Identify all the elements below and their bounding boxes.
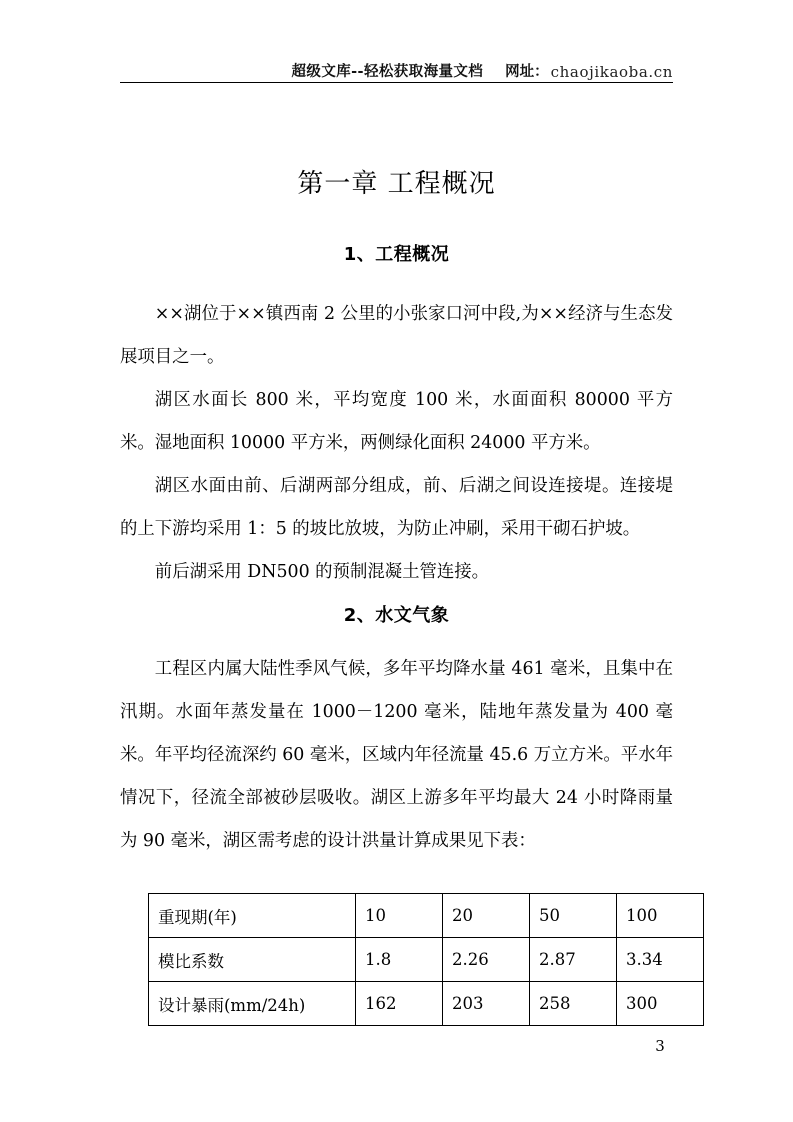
paragraph-text: 工程区内属大陆性季风气候，多年平均降水量 461 毫米，且集中在汛期。水面年蒸发量在 1000－1200 毫米，陆地年蒸发量为 400 毫米。年平均径流深约 60 毫米，区域内年径流量 45.6 万立方米。平水年情况下，径流全部被砂层吸收。湖区上游多年平均最大 24 小时降雨量为 90 毫米，湖区需考虑的设计洪量计算成果见下表： [120, 659, 673, 851]
section-heading-1: 1、工程概况 [343, 244, 450, 265]
page-title: 第一章 工程概况 [297, 169, 496, 199]
design-flood-table [148, 893, 704, 1026]
table-row [149, 982, 704, 1026]
table-cell: 1.8 [356, 938, 443, 982]
table-cell: 300 [617, 982, 704, 1026]
paragraph-block-1 [120, 293, 673, 379]
design-flood-table-wrapper [148, 893, 704, 1026]
header-site-title: 超级文库--轻松获取海量文档 [291, 64, 484, 80]
table-cell: 100 [617, 894, 704, 938]
table-cell: 162 [356, 982, 443, 1026]
paragraph-text: 湖区水面由前、后湖两部分组成，前、后湖之间设连接堤。连接堤的上下游均采用 1：5 的坡比放坡，为防止冲刷，采用干砌石护坡。 [120, 476, 673, 539]
table-cell: 203 [443, 982, 530, 1026]
table-row-label: 设计暴雨(mm/24h) [149, 982, 356, 1026]
section-heading-2: 2、水文气象 [343, 605, 450, 626]
paragraph-text: 前后湖采用 DN500 的预制混凝土管连接。 [154, 562, 490, 582]
paragraph-text: 湖区水面长 800 米，平均宽度 100 米，水面面积 80000 平方米。湿地面积 10000 平方米，两侧绿化面积 24000 平方米。 [120, 390, 673, 453]
paragraph-block-2 [120, 379, 673, 465]
paragraph-block-3 [120, 465, 673, 551]
table-cell: 2.87 [530, 938, 617, 982]
table-row [149, 894, 704, 938]
paragraph-block-4 [120, 551, 673, 594]
running-header [120, 55, 673, 81]
header-divider-rule [120, 82, 673, 83]
table-cell: 50 [530, 894, 617, 938]
paragraph-block-hydrology [120, 648, 673, 863]
page-number: 3 [655, 1037, 665, 1055]
paragraph-text: ××湖位于××镇西南 2 公里的小张家口河中段,为××经济与生态发展项目之一。 [120, 304, 673, 367]
table-cell: 3.34 [617, 938, 704, 982]
header-url: chaojikaoba.cn [550, 63, 673, 81]
table-cell: 20 [443, 894, 530, 938]
header-url-label: 网址： [505, 64, 549, 80]
table-cell: 10 [356, 894, 443, 938]
table-row-label: 模比系数 [149, 938, 356, 982]
table-row [149, 938, 704, 982]
table-cell: 258 [530, 982, 617, 1026]
table-row-label: 重现期(年) [149, 894, 356, 938]
table-cell: 2.26 [443, 938, 530, 982]
